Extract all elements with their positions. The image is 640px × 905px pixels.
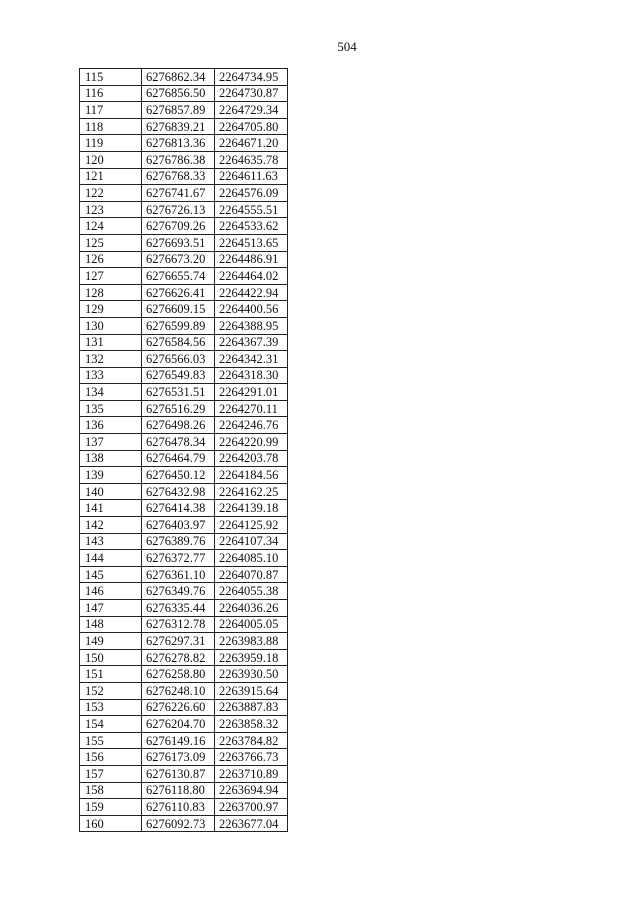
x-coordinate-cell: 6276248.10 bbox=[142, 682, 215, 699]
y-coordinate-cell: 2264464.02 bbox=[215, 268, 288, 285]
x-coordinate-cell: 6276478.34 bbox=[142, 434, 215, 451]
x-coordinate-cell: 6276312.78 bbox=[142, 616, 215, 633]
y-coordinate-cell: 2264576.09 bbox=[215, 185, 288, 202]
point-number-cell: 137 bbox=[80, 434, 142, 451]
table-row bbox=[80, 301, 288, 318]
table-row bbox=[80, 699, 288, 716]
point-number-cell: 150 bbox=[80, 649, 142, 666]
point-number-cell: 118 bbox=[80, 118, 142, 135]
y-coordinate-cell: 2263959.18 bbox=[215, 649, 288, 666]
table-row bbox=[80, 483, 288, 500]
x-coordinate-cell: 6276768.33 bbox=[142, 168, 215, 185]
table-row bbox=[80, 815, 288, 832]
table-row bbox=[80, 600, 288, 617]
point-number-cell: 148 bbox=[80, 616, 142, 633]
point-number-cell: 154 bbox=[80, 716, 142, 733]
table-row bbox=[80, 102, 288, 119]
y-coordinate-cell: 2264107.34 bbox=[215, 533, 288, 550]
table-row bbox=[80, 234, 288, 251]
x-coordinate-cell: 6276609.15 bbox=[142, 301, 215, 318]
table-row bbox=[80, 417, 288, 434]
point-number-cell: 116 bbox=[80, 85, 142, 102]
point-number-cell: 120 bbox=[80, 151, 142, 168]
point-number-cell: 141 bbox=[80, 500, 142, 517]
y-coordinate-cell: 2263983.88 bbox=[215, 633, 288, 650]
y-coordinate-cell: 2264246.76 bbox=[215, 417, 288, 434]
x-coordinate-cell: 6276173.09 bbox=[142, 749, 215, 766]
table-row bbox=[80, 268, 288, 285]
y-coordinate-cell: 2264705.80 bbox=[215, 118, 288, 135]
table-row bbox=[80, 716, 288, 733]
y-coordinate-cell: 2263930.50 bbox=[215, 666, 288, 683]
point-number-cell: 142 bbox=[80, 517, 142, 534]
table-row bbox=[80, 566, 288, 583]
y-coordinate-cell: 2264730.87 bbox=[215, 85, 288, 102]
y-coordinate-cell: 2264055.38 bbox=[215, 583, 288, 600]
table-row bbox=[80, 583, 288, 600]
table-row bbox=[80, 467, 288, 484]
table-row bbox=[80, 666, 288, 683]
y-coordinate-cell: 2264036.26 bbox=[215, 600, 288, 617]
point-number-cell: 132 bbox=[80, 351, 142, 368]
table-row bbox=[80, 201, 288, 218]
table-row bbox=[80, 633, 288, 650]
point-number-cell: 131 bbox=[80, 334, 142, 351]
x-coordinate-cell: 6276857.89 bbox=[142, 102, 215, 119]
point-number-cell: 129 bbox=[80, 301, 142, 318]
y-coordinate-cell: 2264125.92 bbox=[215, 517, 288, 534]
point-number-cell: 125 bbox=[80, 234, 142, 251]
table-row bbox=[80, 351, 288, 368]
page-number: 504 bbox=[337, 39, 357, 54]
x-coordinate-cell: 6276584.56 bbox=[142, 334, 215, 351]
table-row bbox=[80, 533, 288, 550]
y-coordinate-cell: 2264342.31 bbox=[215, 351, 288, 368]
table-row bbox=[80, 284, 288, 301]
y-coordinate-cell: 2264729.34 bbox=[215, 102, 288, 119]
point-number-cell: 123 bbox=[80, 201, 142, 218]
x-coordinate-cell: 6276655.74 bbox=[142, 268, 215, 285]
x-coordinate-cell: 6276149.16 bbox=[142, 732, 215, 749]
y-coordinate-cell: 2264085.10 bbox=[215, 550, 288, 567]
y-coordinate-cell: 2264400.56 bbox=[215, 301, 288, 318]
table-row bbox=[80, 185, 288, 202]
y-coordinate-cell: 2264422.94 bbox=[215, 284, 288, 301]
x-coordinate-cell: 6276335.44 bbox=[142, 600, 215, 617]
y-coordinate-cell: 2264388.95 bbox=[215, 317, 288, 334]
point-number-cell: 135 bbox=[80, 400, 142, 417]
table-row bbox=[80, 616, 288, 633]
y-coordinate-cell: 2263784.82 bbox=[215, 732, 288, 749]
point-number-cell: 156 bbox=[80, 749, 142, 766]
x-coordinate-cell: 6276297.31 bbox=[142, 633, 215, 650]
table-row bbox=[80, 118, 288, 135]
table-row bbox=[80, 317, 288, 334]
y-coordinate-cell: 2264486.91 bbox=[215, 251, 288, 268]
point-number-cell: 157 bbox=[80, 765, 142, 782]
x-coordinate-cell: 6276726.13 bbox=[142, 201, 215, 218]
table-row bbox=[80, 135, 288, 152]
point-number-cell: 139 bbox=[80, 467, 142, 484]
point-number-cell: 151 bbox=[80, 666, 142, 683]
x-coordinate-cell: 6276361.10 bbox=[142, 566, 215, 583]
table-row bbox=[80, 400, 288, 417]
table-row bbox=[80, 218, 288, 235]
y-coordinate-cell: 2263915.64 bbox=[215, 682, 288, 699]
x-coordinate-cell: 6276349.76 bbox=[142, 583, 215, 600]
y-coordinate-cell: 2264139.18 bbox=[215, 500, 288, 517]
coordinates-table bbox=[79, 68, 288, 832]
x-coordinate-cell: 6276414.38 bbox=[142, 500, 215, 517]
table-row bbox=[80, 434, 288, 451]
table-row bbox=[80, 799, 288, 816]
x-coordinate-cell: 6276092.73 bbox=[142, 815, 215, 832]
point-number-cell: 130 bbox=[80, 317, 142, 334]
y-coordinate-cell: 2264005.05 bbox=[215, 616, 288, 633]
y-coordinate-cell: 2264635.78 bbox=[215, 151, 288, 168]
y-coordinate-cell: 2264220.99 bbox=[215, 434, 288, 451]
x-coordinate-cell: 6276516.29 bbox=[142, 400, 215, 417]
table-row bbox=[80, 550, 288, 567]
point-number-cell: 160 bbox=[80, 815, 142, 832]
x-coordinate-cell: 6276372.77 bbox=[142, 550, 215, 567]
x-coordinate-cell: 6276741.67 bbox=[142, 185, 215, 202]
coordinates-table-body bbox=[80, 69, 288, 832]
table-row bbox=[80, 251, 288, 268]
x-coordinate-cell: 6276258.80 bbox=[142, 666, 215, 683]
x-coordinate-cell: 6276389.76 bbox=[142, 533, 215, 550]
y-coordinate-cell: 2264162.25 bbox=[215, 483, 288, 500]
x-coordinate-cell: 6276709.26 bbox=[142, 218, 215, 235]
table-row bbox=[80, 749, 288, 766]
point-number-cell: 138 bbox=[80, 450, 142, 467]
point-number-cell: 144 bbox=[80, 550, 142, 567]
point-number-cell: 149 bbox=[80, 633, 142, 650]
point-number-cell: 153 bbox=[80, 699, 142, 716]
point-number-cell: 122 bbox=[80, 185, 142, 202]
x-coordinate-cell: 6276204.70 bbox=[142, 716, 215, 733]
point-number-cell: 155 bbox=[80, 732, 142, 749]
y-coordinate-cell: 2264555.51 bbox=[215, 201, 288, 218]
x-coordinate-cell: 6276403.97 bbox=[142, 517, 215, 534]
y-coordinate-cell: 2264184.56 bbox=[215, 467, 288, 484]
table-row bbox=[80, 682, 288, 699]
x-coordinate-cell: 6276813.36 bbox=[142, 135, 215, 152]
x-coordinate-cell: 6276226.60 bbox=[142, 699, 215, 716]
y-coordinate-cell: 2263700.97 bbox=[215, 799, 288, 816]
y-coordinate-cell: 2263887.83 bbox=[215, 699, 288, 716]
x-coordinate-cell: 6276531.51 bbox=[142, 384, 215, 401]
y-coordinate-cell: 2263710.89 bbox=[215, 765, 288, 782]
x-coordinate-cell: 6276566.03 bbox=[142, 351, 215, 368]
table-row bbox=[80, 367, 288, 384]
point-number-cell: 126 bbox=[80, 251, 142, 268]
point-number-cell: 147 bbox=[80, 600, 142, 617]
y-coordinate-cell: 2263694.94 bbox=[215, 782, 288, 799]
x-coordinate-cell: 6276839.21 bbox=[142, 118, 215, 135]
y-coordinate-cell: 2264734.95 bbox=[215, 69, 288, 86]
x-coordinate-cell: 6276110.83 bbox=[142, 799, 215, 816]
point-number-cell: 143 bbox=[80, 533, 142, 550]
point-number-cell: 136 bbox=[80, 417, 142, 434]
point-number-cell: 134 bbox=[80, 384, 142, 401]
y-coordinate-cell: 2264533.62 bbox=[215, 218, 288, 235]
point-number-cell: 159 bbox=[80, 799, 142, 816]
table-row bbox=[80, 384, 288, 401]
point-number-cell: 133 bbox=[80, 367, 142, 384]
point-number-cell: 127 bbox=[80, 268, 142, 285]
table-row bbox=[80, 450, 288, 467]
x-coordinate-cell: 6276130.87 bbox=[142, 765, 215, 782]
x-coordinate-cell: 6276693.51 bbox=[142, 234, 215, 251]
point-number-cell: 140 bbox=[80, 483, 142, 500]
point-number-cell: 128 bbox=[80, 284, 142, 301]
table-row bbox=[80, 85, 288, 102]
x-coordinate-cell: 6276278.82 bbox=[142, 649, 215, 666]
point-number-cell: 124 bbox=[80, 218, 142, 235]
table-row bbox=[80, 69, 288, 86]
table-row bbox=[80, 168, 288, 185]
y-coordinate-cell: 2263766.73 bbox=[215, 749, 288, 766]
y-coordinate-cell: 2263858.32 bbox=[215, 716, 288, 733]
table-row bbox=[80, 649, 288, 666]
y-coordinate-cell: 2264291.01 bbox=[215, 384, 288, 401]
x-coordinate-cell: 6276549.83 bbox=[142, 367, 215, 384]
table-row bbox=[80, 782, 288, 799]
x-coordinate-cell: 6276856.50 bbox=[142, 85, 215, 102]
point-number-cell: 121 bbox=[80, 168, 142, 185]
x-coordinate-cell: 6276432.98 bbox=[142, 483, 215, 500]
x-coordinate-cell: 6276786.38 bbox=[142, 151, 215, 168]
y-coordinate-cell: 2264671.20 bbox=[215, 135, 288, 152]
y-coordinate-cell: 2264203.78 bbox=[215, 450, 288, 467]
y-coordinate-cell: 2264318.30 bbox=[215, 367, 288, 384]
x-coordinate-cell: 6276862.34 bbox=[142, 69, 215, 86]
point-number-cell: 158 bbox=[80, 782, 142, 799]
point-number-cell: 145 bbox=[80, 566, 142, 583]
x-coordinate-cell: 6276498.26 bbox=[142, 417, 215, 434]
y-coordinate-cell: 2264367.39 bbox=[215, 334, 288, 351]
point-number-cell: 152 bbox=[80, 682, 142, 699]
point-number-cell: 119 bbox=[80, 135, 142, 152]
x-coordinate-cell: 6276464.79 bbox=[142, 450, 215, 467]
point-number-cell: 146 bbox=[80, 583, 142, 600]
x-coordinate-cell: 6276626.41 bbox=[142, 284, 215, 301]
y-coordinate-cell: 2264513.65 bbox=[215, 234, 288, 251]
y-coordinate-cell: 2264070.87 bbox=[215, 566, 288, 583]
table-row bbox=[80, 151, 288, 168]
y-coordinate-cell: 2263677.04 bbox=[215, 815, 288, 832]
table-row bbox=[80, 517, 288, 534]
y-coordinate-cell: 2264270.11 bbox=[215, 400, 288, 417]
table-row bbox=[80, 334, 288, 351]
point-number-cell: 117 bbox=[80, 102, 142, 119]
x-coordinate-cell: 6276599.89 bbox=[142, 317, 215, 334]
table-row bbox=[80, 732, 288, 749]
point-number-cell: 115 bbox=[80, 69, 142, 86]
x-coordinate-cell: 6276673.20 bbox=[142, 251, 215, 268]
x-coordinate-cell: 6276450.12 bbox=[142, 467, 215, 484]
table-row bbox=[80, 500, 288, 517]
table-row bbox=[80, 765, 288, 782]
x-coordinate-cell: 6276118.80 bbox=[142, 782, 215, 799]
y-coordinate-cell: 2264611.63 bbox=[215, 168, 288, 185]
